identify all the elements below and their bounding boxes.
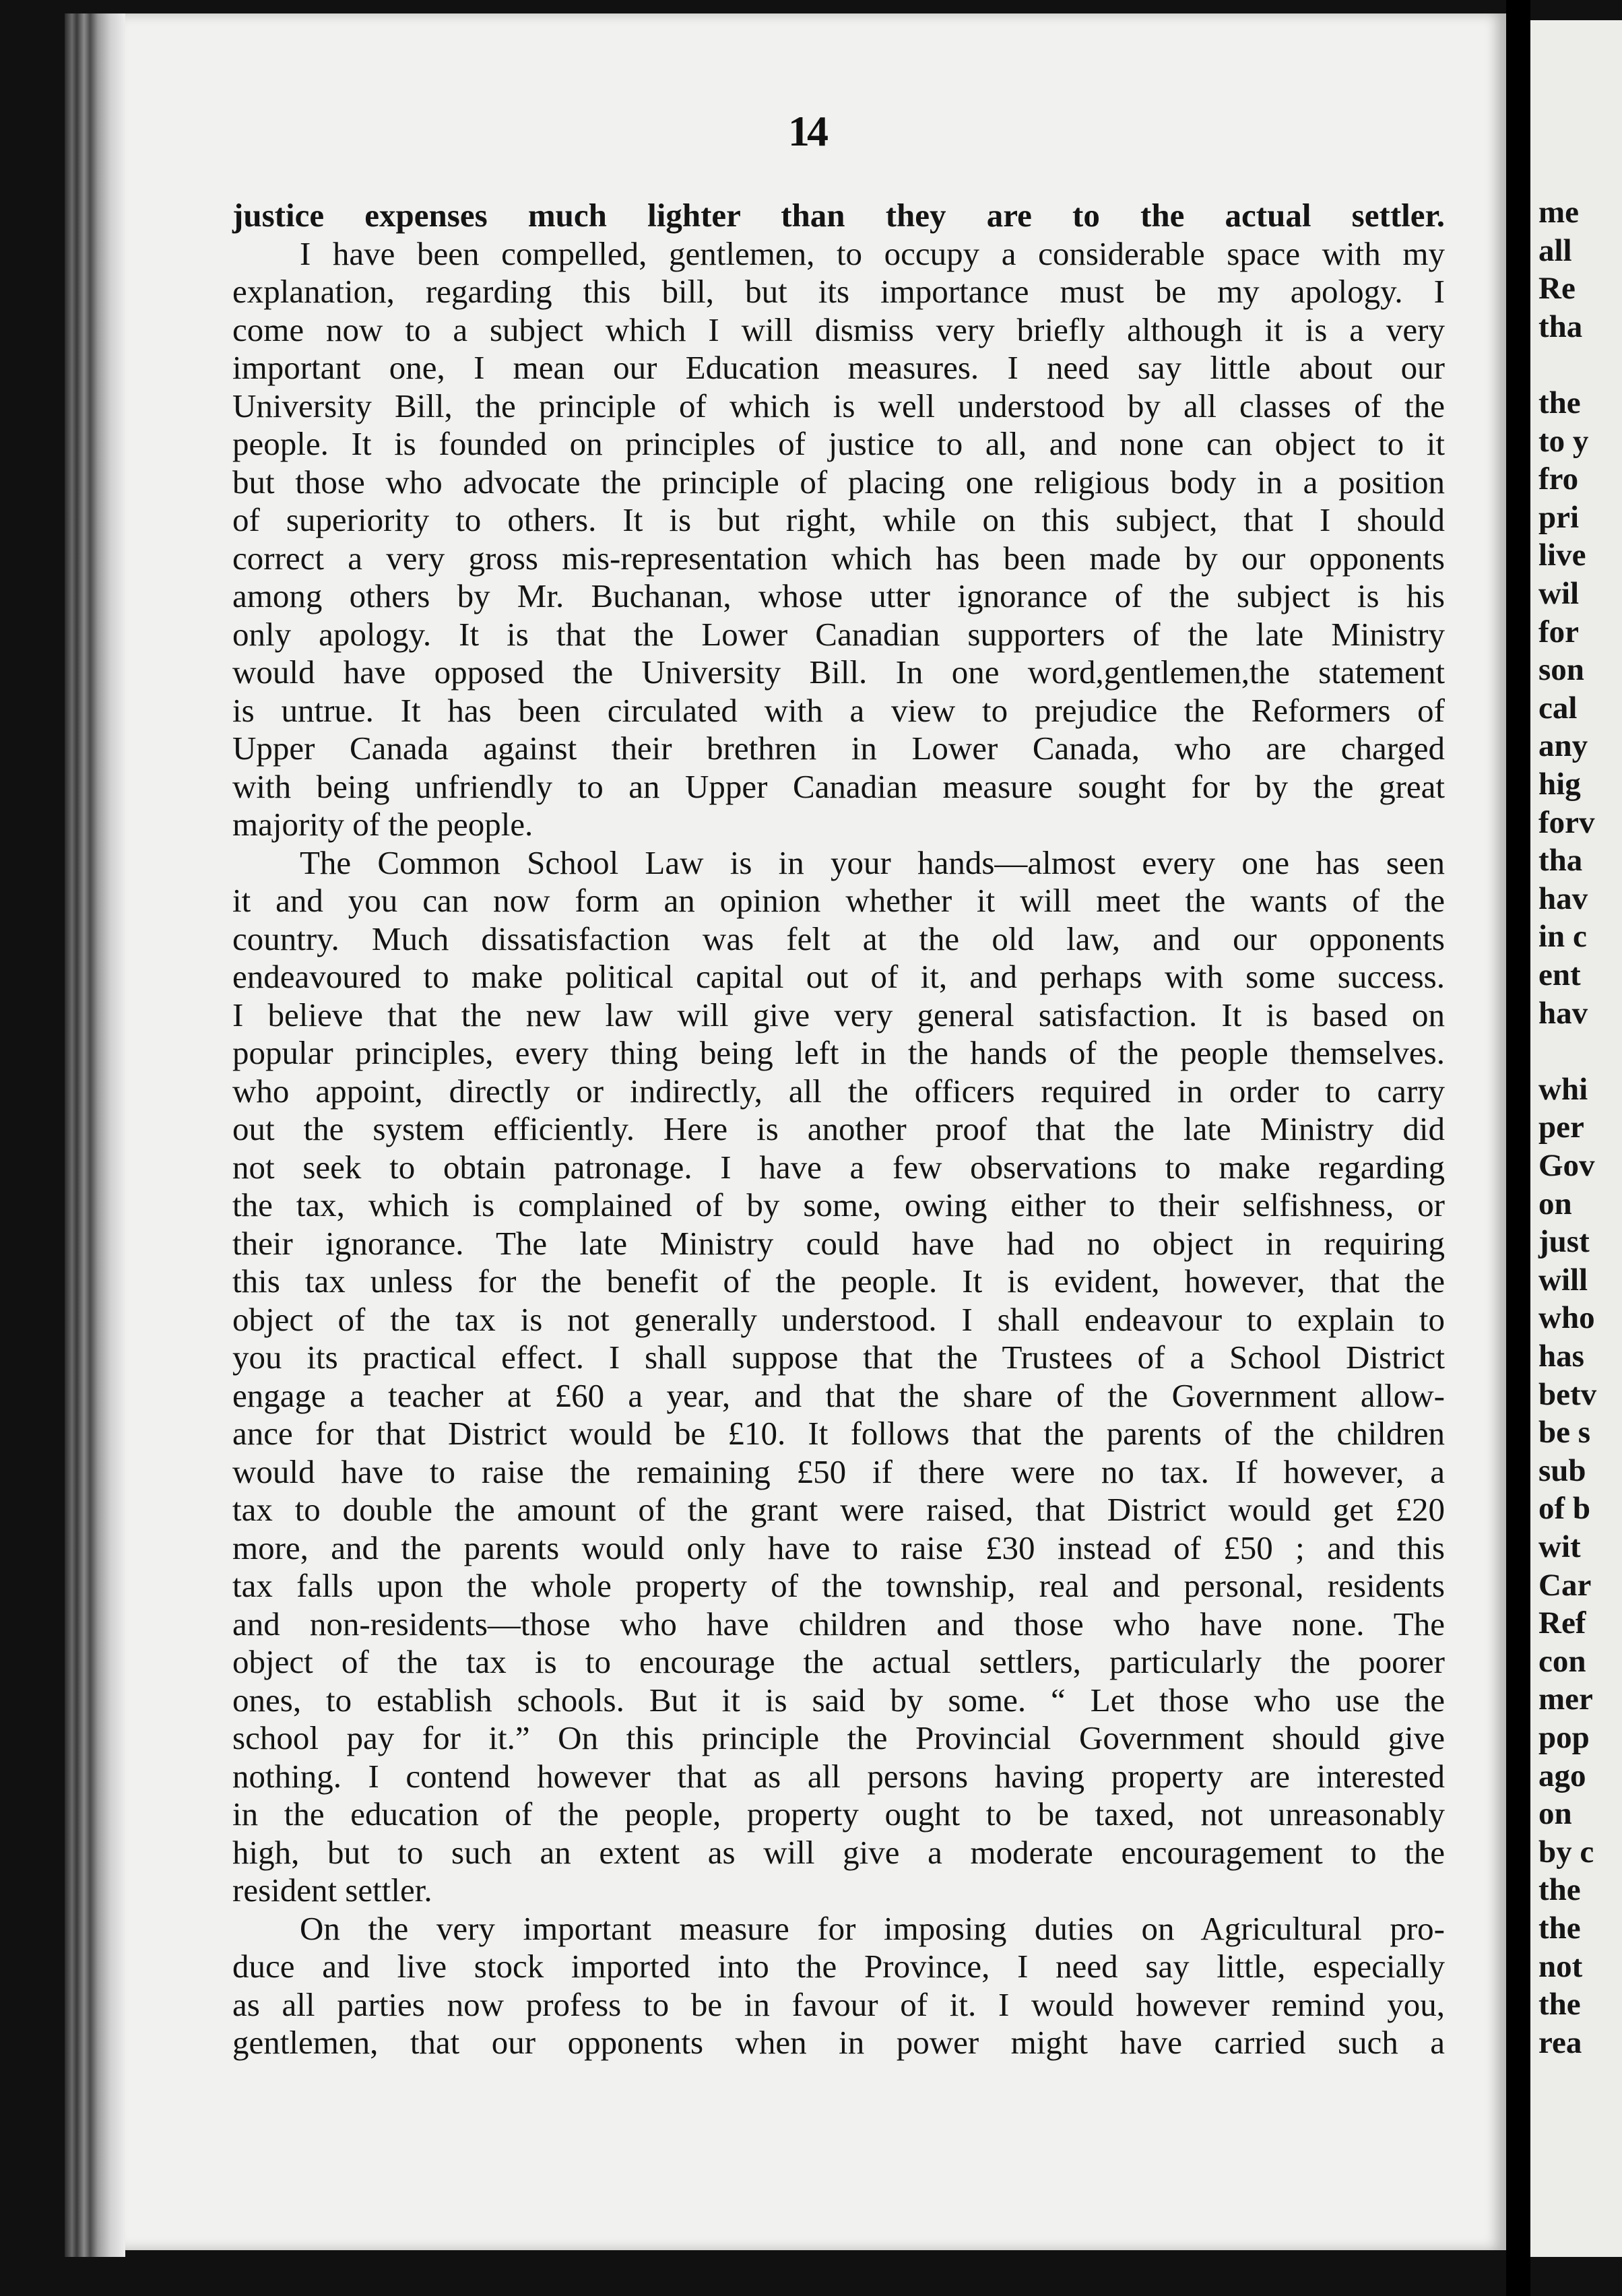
text-line: not seek to obtain patronage. I have a few observations to make regarding xyxy=(232,1148,1445,1186)
adjacent-page-text: tha xyxy=(1538,309,1583,344)
text-line: tax falls upon the whole property of the township, real and personal, residents xyxy=(232,1567,1445,1604)
text-line: The Common School Law is in your hands—almost every one has seen xyxy=(300,843,1445,881)
text-line: country. Much dissatisfaction was felt at the old law, and our opponents xyxy=(232,920,1445,957)
text-line: ance for that District would be £10. It follows that the parents of the children xyxy=(232,1415,1445,1452)
adjacent-page-text: Ref xyxy=(1538,1605,1586,1641)
adjacent-page-text: con xyxy=(1538,1643,1586,1679)
adjacent-page-text: ent xyxy=(1538,957,1581,992)
text-line: engage a teacher at £60 a year, and that the share of the Government allow- xyxy=(232,1376,1445,1414)
text-line: their ignorance. The late Ministry could have had no object in requiring xyxy=(232,1224,1445,1262)
text-line: endeavoured to make political capital out of it, and perhaps with some success. xyxy=(232,958,1445,995)
text-line: would have to raise the remaining £50 if there were no tax. If however, a xyxy=(232,1453,1445,1490)
adjacent-page-text: Car xyxy=(1538,1567,1592,1603)
adjacent-page-text: hig xyxy=(1538,767,1581,802)
adjacent-page-text: who xyxy=(1538,1300,1595,1336)
text-line: justice expenses much lighter than they are to the actual settler. xyxy=(232,197,1445,234)
adjacent-page-text: pop xyxy=(1538,1720,1590,1755)
text-line: would have opposed the University Bill. In one word,gentlemen,the statement xyxy=(232,653,1445,691)
text-line: ones, to establish schools. But it is said by some. “ Let those who use the xyxy=(232,1681,1445,1719)
text-line: resident settler. xyxy=(232,1872,432,1909)
text-line: but those who advocate the principle of placing one religious body in a position xyxy=(232,463,1445,501)
text-line: people. It is founded on principles of justice to all, and none can object to it xyxy=(232,425,1445,462)
adjacent-page-text: the xyxy=(1538,1987,1581,2022)
adjacent-page-text: be s xyxy=(1538,1415,1591,1450)
text-line: this tax unless for the benefit of the people. It is evident, however, that the xyxy=(232,1263,1445,1300)
adjacent-page-text: me xyxy=(1538,195,1580,230)
adjacent-page-text: mer xyxy=(1538,1682,1593,1717)
adjacent-page-text: wil xyxy=(1538,576,1580,611)
adjacent-page-text: pri xyxy=(1538,499,1580,535)
adjacent-page-text: wit xyxy=(1538,1529,1581,1564)
adjacent-page-text: on xyxy=(1538,1796,1572,1832)
adjacent-page-text: the xyxy=(1538,1911,1581,1946)
adjacent-page-text: all xyxy=(1538,232,1572,268)
adjacent-page-text: betv xyxy=(1538,1376,1597,1412)
text-line: only apology. It is that the Lower Canadian supporters of the late Ministry xyxy=(232,615,1445,653)
text-line: and non-residents—those who have children and those who have none. The xyxy=(232,1605,1445,1643)
text-line: On the very important measure for imposing duties on Agricultural pro- xyxy=(300,1909,1445,1947)
adjacent-page-text: will xyxy=(1538,1262,1588,1298)
adjacent-page-text: of b xyxy=(1538,1491,1591,1527)
text-line: as all parties now profess to be in favour of it. I would however remind you, xyxy=(232,1985,1445,2023)
text-line: you its practical effect. I shall suppose that the Trustees of a School District xyxy=(232,1339,1445,1376)
text-line: I have been compelled, gentlemen, to occupy a considerable space with my xyxy=(300,234,1445,272)
text-line: among others by Mr. Buchanan, whose utter ignorance of the subject is his xyxy=(232,577,1445,614)
adjacent-page-text: forv xyxy=(1538,804,1595,840)
text-line: the tax, which is complained of by some, owing either to their selfishness, or xyxy=(232,1186,1445,1223)
text-line: who appoint, directly or indirectly, all the officers required in order to carry xyxy=(232,1072,1445,1110)
adjacent-page-text: hav xyxy=(1538,995,1588,1031)
page-gutter xyxy=(1506,0,1530,2296)
text-line: is untrue. It has been circulated with a view to prejudice the Reformers of xyxy=(232,691,1445,729)
text-line: popular principles, every thing being left in the hands of the people themselves. xyxy=(232,1034,1445,1071)
adjacent-page-text: not xyxy=(1538,1948,1583,1984)
text-line: correct a very gross mis-representation which has been made by our opponents xyxy=(232,539,1445,577)
adjacent-page-text: Re xyxy=(1538,271,1576,307)
text-line: in the education of the people, property ought to be taxed, not unreasonably xyxy=(232,1795,1445,1832)
text-line: important one, I mean our Education measures. I need say little about our xyxy=(232,349,1445,386)
text-line: object of the tax is to encourage the actual settlers, particularly the poorer xyxy=(232,1643,1445,1680)
text-line: gentlemen, that our opponents when in power might have carried such a xyxy=(232,2024,1445,2061)
text-line: object of the tax is not generally understood. I shall endeavour to explain to xyxy=(232,1300,1445,1338)
text-line: University Bill, the principle of which is well understood by all classes of the xyxy=(232,387,1445,424)
adjacent-page-text: cal xyxy=(1538,690,1578,726)
adjacent-page-text: hav xyxy=(1538,881,1588,916)
adjacent-page-fragment xyxy=(1530,20,1622,2257)
adjacent-page-text: by c xyxy=(1538,1834,1594,1870)
adjacent-page-text: any xyxy=(1538,728,1588,764)
text-line: nothing. I contend however that as all persons having property are interested xyxy=(232,1757,1445,1795)
text-line: I believe that the new law will give very general satisfaction. It is based on xyxy=(232,996,1445,1033)
text-line: duce and live stock imported into the Province, I need say little, especially xyxy=(232,1948,1445,1985)
adjacent-page-text: just xyxy=(1538,1224,1590,1260)
adjacent-page-text: in c xyxy=(1538,919,1587,955)
adjacent-page-text: for xyxy=(1538,614,1580,649)
adjacent-page-text: Gov xyxy=(1538,1148,1595,1183)
text-line: of superiority to others. It is but right, while on this subject, that I should xyxy=(232,501,1445,538)
adjacent-page-text: rea xyxy=(1538,2024,1582,2060)
text-line: explanation, regarding this bill, but its importance must be my apology. I xyxy=(232,273,1445,310)
text-line: it and you can now form an opinion whether it will meet the wants of the xyxy=(232,882,1445,919)
adjacent-page-text: the xyxy=(1538,1872,1581,1908)
page-number: 14 xyxy=(788,107,826,155)
text-line: high, but to such an extent as will give a moderate encouragement to the xyxy=(232,1833,1445,1871)
text-line: with being unfriendly to an Upper Canadian measure sought for by the great xyxy=(232,767,1445,805)
adjacent-page-text: per xyxy=(1538,1110,1584,1145)
body-text xyxy=(232,197,1445,2062)
adjacent-page-text: to y xyxy=(1538,423,1589,459)
text-line: more, and the parents would only have to raise £30 instead of £50 ; and this xyxy=(232,1529,1445,1566)
adjacent-page-text: sub xyxy=(1538,1453,1586,1488)
adjacent-page-text: whi xyxy=(1538,1071,1588,1107)
adjacent-page-text: fro xyxy=(1538,461,1579,497)
adjacent-page-text: the xyxy=(1538,385,1581,420)
text-line: come now to a subject which I will dismiss very briefly although it is a very xyxy=(232,311,1445,348)
adjacent-page-text: ago xyxy=(1538,1758,1586,1793)
page-binding-edge xyxy=(65,13,125,2257)
adjacent-page-text: tha xyxy=(1538,843,1583,879)
adjacent-page-text: live xyxy=(1538,538,1586,573)
adjacent-page-text: on xyxy=(1538,1186,1572,1221)
text-line: tax to double the amount of the grant were raised, that District would get £20 xyxy=(232,1491,1445,1528)
text-line: school pay for it.” On this principle the Provincial Government should give xyxy=(232,1719,1445,1756)
text-line: majority of the people. xyxy=(232,806,533,843)
adjacent-page-text: son xyxy=(1538,652,1584,688)
text-line: Upper Canada against their brethren in Lower Canada, who are charged xyxy=(232,730,1445,767)
text-line: out the system efficiently. Here is another proof that the late Ministry did xyxy=(232,1110,1445,1147)
adjacent-page-text: has xyxy=(1538,1339,1584,1374)
